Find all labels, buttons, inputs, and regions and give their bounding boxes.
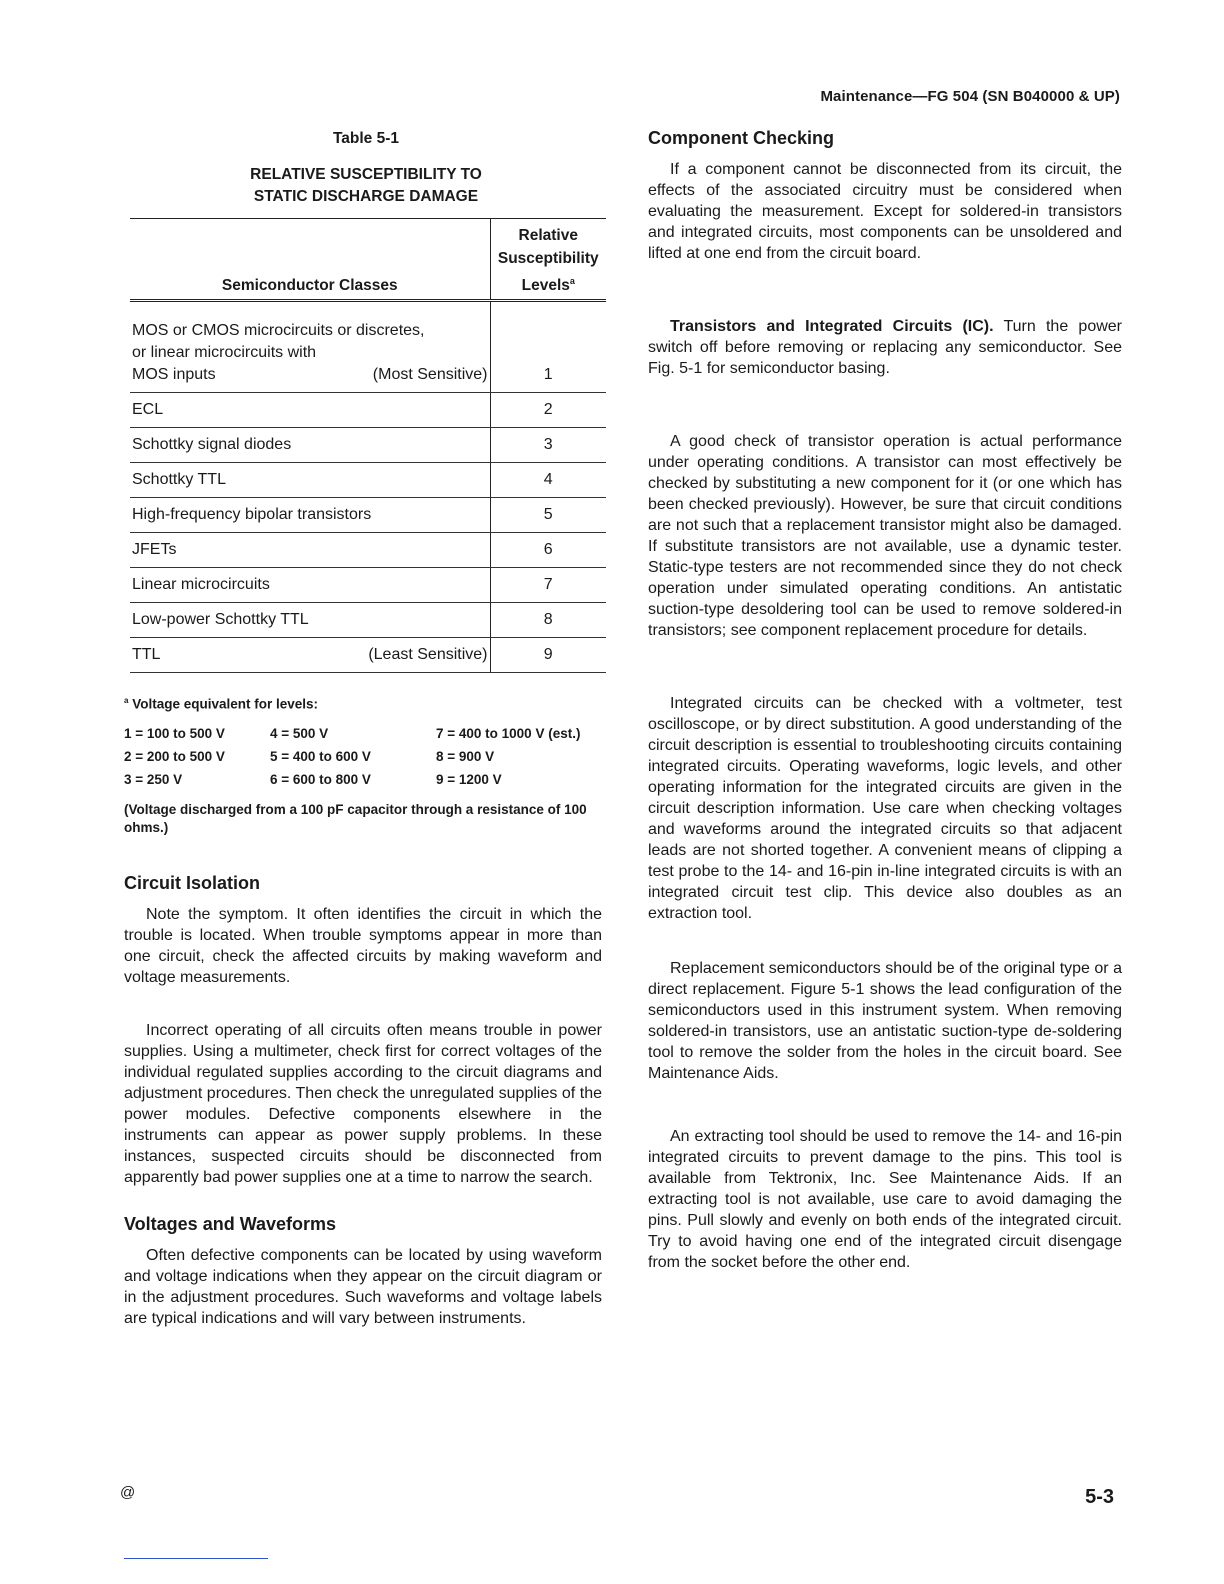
ic-paragraph: Integrated circuits can be checked with a voltmeter, test oscilloscope, or by direct substitution. A good understanding of the circuit description is essential to troubleshooting circuits containing integrated circuits. Operating waveforms, logic levels, and other operating information for the integrated circuits are given in the circuit description information. Use care when checking voltages and waveforms around the integrated circuits so that adjacent leads are not shorted together. A convenient means of clipping a test probe to the 14- and 16-pin in-line integrated circuits is with an integrated circuit test clip. This device also doubles as an extraction tool. <box>648 695 1122 922</box>
level-value: 6 = 600 to 800 V <box>270 771 371 787</box>
col-header-level-line3: Levels <box>521 277 570 294</box>
level-cell: 8 <box>490 603 606 638</box>
class-text-line2: or linear microcircuits with <box>132 344 317 361</box>
col-header-class: Semiconductor Classes <box>221 277 398 294</box>
page-number: 5-3 <box>1085 1486 1114 1508</box>
transistors-paragraph-2: A good check of transistor operation is actual performance under operating conditions. A transistor can most effectively be checked by substituting a new component for it (or one which has been checked previously). However, be sure that circuit conditions are not such that a replacement transistor might also be damaged. If substitute transistors are not available, use a dynamic tester. Static-type testers are not recommended since they do not check operation under simulated operating conditions. An antistatic suction-type desoldering tool can be used to remove soldered-in transistors; see component replacement procedure for details. <box>648 433 1122 639</box>
class-cell: JFETs <box>130 533 490 568</box>
class-cell: High-frequency bipolar transistors <box>130 498 490 533</box>
circuit-isolation-heading: Circuit Isolation <box>124 872 261 893</box>
table-row <box>130 638 606 673</box>
table-title-line2: STATIC DISCHARGE DAMAGE <box>253 188 479 205</box>
table-row <box>130 498 606 533</box>
level-cell: 7 <box>490 568 606 603</box>
level-value: 1 = 100 to 500 V <box>124 725 225 741</box>
col-header-level <box>490 219 606 301</box>
voltage-levels-table <box>124 722 580 791</box>
level-value: 7 = 400 to 1000 V (est.) <box>436 725 581 741</box>
replacement-paragraph: Replacement semiconductors should be of the original type or a direct replacement. Figure 5-1 shows the lead configuration of the semiconductors used in this instrument system. When removing soldered-in transistors, use an antistatic suction-type de-soldering tool to remove the solder from the holes in the circuit board. See Maintenance Aids. <box>648 960 1122 1082</box>
table-number: Table 5-1 <box>332 130 400 147</box>
class-cell: Schottky TTL <box>130 463 490 498</box>
table-row <box>130 463 606 498</box>
level-cell: 5 <box>490 498 606 533</box>
running-header: Maintenance—FG 504 (SN B040000 & UP) <box>820 88 1120 105</box>
table-caption <box>130 128 602 208</box>
level-value: 9 = 1200 V <box>436 771 502 787</box>
level-cell: 1 <box>490 301 606 393</box>
class-cell: Linear microcircuits <box>130 568 490 603</box>
footnote-note: (Voltage discharged from a 100 pF capacitor through a resistance of 100 ohms.) <box>124 801 587 835</box>
class-cell <box>130 638 490 673</box>
col-header-level-line2: Susceptibility <box>497 249 599 267</box>
levels-row <box>124 722 580 745</box>
levels-row <box>124 745 580 768</box>
circuit-isolation-paragraph-1: Note the symptom. It often identifies the circuit in which the trouble is located. When trouble symptoms appear in more than one circuit, check the affected circuits by making waveform and voltage measurements. <box>124 905 602 986</box>
voltages-waveforms-paragraph: Often defective components can be located by using waveform and voltage indications when they appear on the circuit diagram or in the adjustment procedures. Such waveforms and voltage labels are typical indications and will vary between instruments. <box>124 1246 602 1327</box>
component-checking-paragraph: If a component cannot be disconnected from its circuit, the effects of the associated circuitry must be considered when evaluating the measurement. Except for soldered-in transistors and integrated circuits, most components can be unsoldered and lifted at one end from the circuit board. <box>648 161 1122 262</box>
transistors-lead: Transistors and Integrated Circuits (IC). <box>670 318 994 335</box>
footnote-title: Voltage equivalent for levels: <box>132 696 319 712</box>
table-row <box>130 533 606 568</box>
voltages-waveforms-heading: Voltages and Waveforms <box>124 1213 337 1234</box>
level-value: 2 = 200 to 500 V <box>124 748 225 764</box>
class-cell: ECL <box>130 393 490 428</box>
table-footnote <box>124 689 602 837</box>
col-header-level-line1: Relative <box>518 226 578 244</box>
class-cell <box>130 301 490 393</box>
bottom-rule <box>124 1558 268 1559</box>
class-cell: Low-power Schottky TTL <box>130 603 490 638</box>
class-text: TTL <box>132 646 161 663</box>
sensitivity-note: (Least Sensitive) <box>368 646 488 663</box>
level-cell: 3 <box>490 428 606 463</box>
footnote-mark: a <box>124 696 129 705</box>
component-checking-heading: Component Checking <box>648 128 835 148</box>
table-header-row <box>130 219 606 301</box>
table-row <box>130 393 606 428</box>
transistors-paragraph-1 <box>648 316 1122 379</box>
sensitivity-note: (Most Sensitive) <box>372 366 488 383</box>
class-text-line1: MOS or CMOS microcircuits or discretes, <box>132 322 425 339</box>
transistors-text: Turn the power switch off before removing or replacing any semiconductor. See Fig. 5-1 for semiconductor basing. <box>648 318 1123 377</box>
left-column <box>124 128 602 1329</box>
level-cell: 2 <box>490 393 606 428</box>
level-value: 3 = 250 V <box>124 771 183 787</box>
level-cell: 4 <box>490 463 606 498</box>
level-cell: 6 <box>490 533 606 568</box>
circuit-isolation-paragraph-2: Incorrect operating of all circuits often means trouble in power supplies. Using a multimeter, check first for correct voltages of the individual regulated supplies according to the circuit diagrams and adjustment procedures. Then check the unregulated supplies of the power modules. Defective components elsewhere in the instruments can appear as power supply problems. In these instances, suspected circuits should be disconnected from apparently bad power supplies one at a time to narrow the search. <box>124 1021 602 1186</box>
level-cell: 9 <box>490 638 606 673</box>
right-column <box>648 128 1122 1273</box>
table-row <box>130 428 606 463</box>
extracting-paragraph: An extracting tool should be used to remove the 14- and 16-pin integrated circuits to prevent damage to the pins. This tool is available from Tektronix, Inc. See Maintenance Aids. If an extracting tool is not available, use care to avoid damaging the pins. Pull slowly and evenly on both ends of the integrated circuit. Try to avoid having one end of the integrated circuit disengage from the socket before the other end. <box>648 1128 1122 1271</box>
susceptibility-table <box>130 218 606 673</box>
level-value: 4 = 500 V <box>270 725 329 741</box>
class-text-line3: MOS inputs <box>132 366 216 383</box>
levels-row <box>124 768 580 791</box>
table-row <box>130 603 606 638</box>
level-value: 5 = 400 to 600 V <box>270 748 371 764</box>
level-value: 8 = 900 V <box>436 748 495 764</box>
table-title-line1: RELATIVE SUSCEPTIBILITY TO <box>250 166 482 183</box>
footer-mark: @ <box>120 1484 136 1501</box>
table-row <box>130 568 606 603</box>
col-header-footnote-mark: a <box>569 275 575 286</box>
class-cell: Schottky signal diodes <box>130 428 490 463</box>
table-row <box>130 301 606 393</box>
